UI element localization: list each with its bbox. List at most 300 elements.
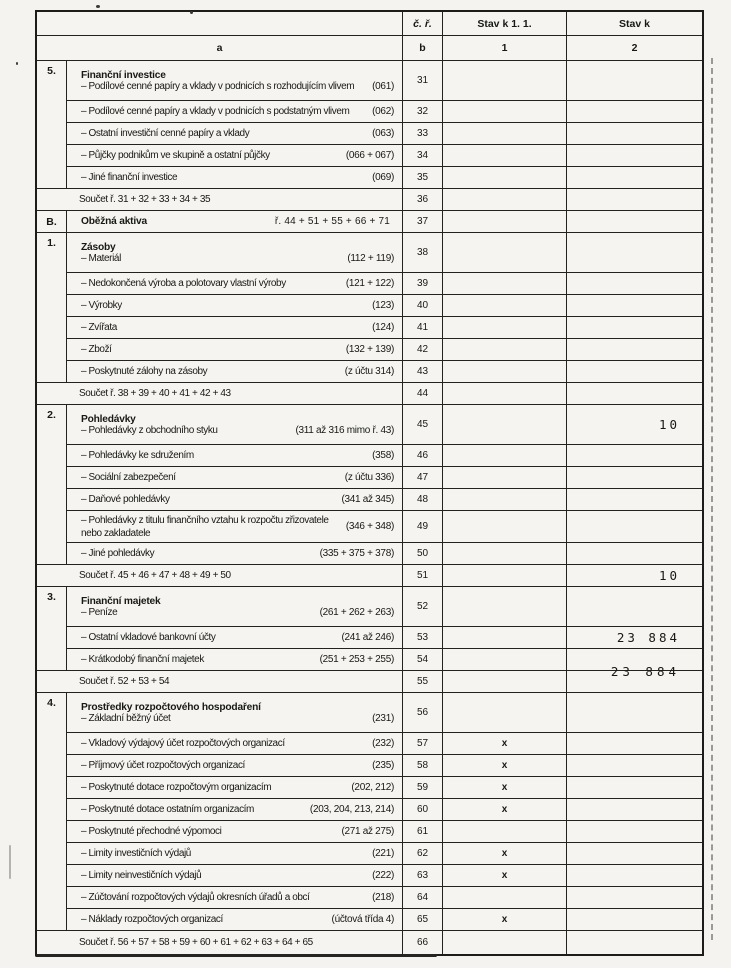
row-label: – Jiné pohledávky — [81, 548, 155, 559]
value-col2: 23 884 — [610, 664, 680, 679]
value-col2: 23 884 — [616, 630, 680, 645]
sum-label-cell — [37, 382, 403, 404]
row-label: – Peníze — [81, 606, 118, 618]
description-cell — [67, 316, 403, 338]
row-number: 48 — [416, 494, 429, 505]
value-col1-cell — [443, 210, 567, 232]
account-code: (358) — [372, 450, 394, 461]
header-col-a-label: a — [37, 35, 403, 60]
group-title: Oběžná aktiva — [81, 216, 147, 227]
header-col2-index: 2 — [567, 35, 702, 60]
item-number-cell — [37, 338, 67, 360]
description-cell — [67, 776, 403, 798]
description-cell — [67, 144, 403, 166]
value-col1-cell — [443, 404, 567, 444]
sum-label: Součet ř. 31 + 32 + 33 + 34 + 35 — [79, 194, 211, 205]
description-cell — [67, 100, 403, 122]
description-cell — [67, 122, 403, 144]
value-col2-cell — [567, 316, 702, 338]
row-number: 60 — [416, 804, 429, 815]
account-code: (202, 212) — [351, 782, 394, 793]
table-row-36 — [37, 188, 702, 210]
value-col2: 10 — [658, 417, 680, 432]
row-number-cell — [403, 886, 443, 908]
scan-edge-dashed-line — [711, 58, 713, 940]
description-line — [81, 472, 394, 483]
item-number-cell — [37, 886, 67, 908]
row-number: 31 — [416, 75, 429, 86]
value-col1-cell — [443, 564, 567, 586]
row-label: – Sociální zabezpečení — [81, 472, 176, 483]
table-body — [37, 60, 702, 954]
value-col1-cell — [443, 188, 567, 210]
account-code: (069) — [372, 172, 394, 183]
value-col2-cell — [567, 360, 702, 382]
value-col2-cell — [567, 466, 702, 488]
row-number-cell — [403, 908, 443, 930]
value-col2-cell — [567, 776, 702, 798]
description-line — [81, 804, 394, 815]
account-code: (z účtu 336) — [344, 472, 394, 483]
table-row-46 — [37, 444, 702, 466]
item-number-cell — [37, 754, 67, 776]
value-col1-cell — [443, 798, 567, 820]
sum-label-cell — [37, 188, 403, 210]
item-number-cell — [37, 444, 67, 466]
item-number-cell — [37, 776, 67, 798]
table-row-52 — [37, 586, 702, 626]
table-row-60 — [37, 798, 702, 820]
description-cell — [67, 466, 403, 488]
row-label: – Pohledávky z titulu finančního vztahu k rozpočtu zřizovatele nebo zakladatele — [81, 514, 329, 539]
description-line — [81, 760, 394, 771]
row-label: – Limity investičních výdajů — [81, 848, 191, 859]
row-label: – Ostatní vkladové bankovní účty — [81, 632, 216, 643]
row-number: 45 — [416, 419, 429, 430]
item-number-cell — [37, 864, 67, 886]
description-cell — [67, 586, 403, 626]
description-cell — [67, 908, 403, 930]
row-number-cell — [403, 864, 443, 886]
account-code: (061) — [372, 80, 394, 92]
description-cell — [67, 272, 403, 294]
value-col1-cell — [443, 144, 567, 166]
scan-speck — [96, 5, 100, 8]
account-code: (235) — [372, 760, 394, 771]
row-number-cell — [403, 820, 443, 842]
table-row-47 — [37, 466, 702, 488]
description-line — [81, 713, 394, 724]
item-number-cell — [37, 732, 67, 754]
x-mark: x — [501, 914, 508, 925]
sum-label: Součet ř. 45 + 46 + 47 + 48 + 49 + 50 — [79, 570, 231, 581]
item-number-cell — [37, 166, 67, 188]
table-row-58 — [37, 754, 702, 776]
row-number: 34 — [416, 150, 429, 161]
table-row-41 — [37, 316, 702, 338]
account-code: (218) — [372, 892, 394, 903]
table-row-63 — [37, 864, 702, 886]
sum-label: Součet ř. 56 + 57 + 58 + 59 + 60 + 61 + 62 + 63 + 64 + 65 — [79, 937, 313, 948]
description-line — [81, 450, 394, 461]
account-code: (271 až 275) — [341, 826, 394, 837]
description-cell — [67, 692, 403, 732]
item-number-cell — [37, 648, 67, 670]
value-col2-cell — [567, 930, 702, 954]
table-row-53 — [37, 626, 702, 648]
row-label: – Půjčky podnikům ve skupině a ostatní půjčky — [81, 150, 270, 161]
description-line — [81, 253, 394, 264]
value-col1-cell — [443, 542, 567, 564]
value-col1-cell — [443, 294, 567, 316]
description-cell — [67, 232, 403, 272]
table-row-62 — [37, 842, 702, 864]
description-cell — [67, 820, 403, 842]
row-number-cell — [403, 316, 443, 338]
description-line — [81, 892, 394, 903]
item-number-cell — [37, 842, 67, 864]
description-cell — [67, 210, 403, 232]
account-code: (335 + 375 + 378) — [319, 548, 394, 559]
row-label: – Podílové cenné papíry a vklady v podnicích s podstatným vlivem — [81, 106, 350, 117]
description-cell — [67, 510, 403, 542]
item-number-cell — [37, 272, 67, 294]
table-row-57 — [37, 732, 702, 754]
value-col2-cell — [567, 60, 702, 100]
account-code: (účtová třída 4) — [331, 914, 394, 925]
table-row-49 — [37, 510, 702, 542]
description-cell — [67, 542, 403, 564]
item-number-cell — [37, 60, 67, 100]
row-number-cell — [403, 542, 443, 564]
header-blank-cell — [37, 12, 403, 35]
description-line — [81, 848, 394, 859]
value-col2-cell — [567, 732, 702, 754]
value-col2-cell — [567, 626, 702, 648]
description-line — [81, 632, 394, 643]
row-number: 36 — [416, 194, 429, 205]
value-col2-cell — [567, 294, 702, 316]
value-col1-cell — [443, 776, 567, 798]
scan-speck — [16, 62, 18, 65]
description-line — [81, 870, 394, 881]
sum-label-cell — [37, 930, 403, 954]
description-cell — [67, 798, 403, 820]
row-number: 53 — [416, 632, 429, 643]
table-row-65 — [37, 908, 702, 930]
table-row-45 — [37, 404, 702, 444]
row-label: – Ostatní investiční cenné papíry a vklady — [81, 128, 250, 139]
value-col2: 10 — [658, 568, 680, 583]
row-label: – Poskytnuté přechodné výpomoci — [81, 826, 222, 837]
value-col2-cell — [567, 272, 702, 294]
item-number-cell — [37, 586, 67, 626]
row-label: – Nedokončená výroba a polotovary vlastní výroby — [81, 278, 286, 289]
value-col1-cell — [443, 338, 567, 360]
description-line — [81, 344, 394, 355]
x-mark: x — [501, 738, 508, 749]
value-col1-cell — [443, 670, 567, 692]
row-label: – Pohledávky ke sdružením — [81, 450, 194, 461]
row-label: – Zboží — [81, 344, 112, 355]
description-line — [81, 826, 394, 837]
description-cell — [67, 626, 403, 648]
row-number-cell — [403, 564, 443, 586]
account-code: (203, 204, 213, 214) — [309, 804, 394, 815]
row-label: – Výrobky — [81, 300, 122, 311]
value-col1-cell — [443, 122, 567, 144]
row-number-cell — [403, 754, 443, 776]
value-col1-cell — [443, 908, 567, 930]
description-cell — [67, 732, 403, 754]
row-label: – Poskytnuté dotace ostatním organizacím — [81, 804, 254, 815]
value-col1-cell — [443, 360, 567, 382]
value-col2-cell — [567, 664, 702, 692]
value-col1-cell — [443, 930, 567, 954]
section-title: Prostředky rozpočtového hospodaření — [81, 701, 261, 713]
header-col1-title: Stav k 1. 1. — [443, 12, 567, 35]
item-number-cell — [37, 542, 67, 564]
item-number-cell — [37, 404, 67, 444]
row-label: – Jiné finanční investice — [81, 172, 178, 183]
row-number-cell — [403, 798, 443, 820]
description-line — [81, 300, 394, 311]
table-header-row-1 — [37, 12, 702, 35]
row-number: 50 — [416, 548, 429, 559]
description-line — [81, 216, 394, 227]
x-mark: x — [501, 782, 508, 793]
row-number-cell — [403, 670, 443, 692]
row-number: 51 — [416, 570, 429, 581]
account-code: (231) — [372, 712, 394, 724]
item-number: 4. — [47, 697, 56, 709]
description-line — [81, 425, 394, 436]
value-col2-cell — [567, 166, 702, 188]
description-line — [81, 322, 394, 333]
value-col2-cell — [567, 864, 702, 886]
value-col2-cell — [567, 820, 702, 842]
row-number: 47 — [416, 472, 429, 483]
value-col2-cell — [567, 542, 702, 564]
description-line — [81, 106, 394, 117]
item-number: 2. — [47, 409, 56, 421]
item-number-cell — [37, 100, 67, 122]
table-row-38 — [37, 232, 702, 272]
value-col1-cell — [443, 316, 567, 338]
row-label: – Limity neinvestičních výdajů — [81, 870, 202, 881]
description-line — [81, 366, 394, 377]
value-col2-cell — [567, 488, 702, 510]
value-col1-cell — [443, 692, 567, 732]
row-number: 58 — [416, 760, 429, 771]
description-cell — [67, 754, 403, 776]
value-col2-cell — [567, 754, 702, 776]
value-col2-cell — [567, 188, 702, 210]
account-code: (112 + 119) — [347, 252, 394, 264]
item-number-cell — [37, 510, 67, 542]
value-col2-cell — [567, 210, 702, 232]
row-number: 66 — [416, 937, 429, 948]
item-number-cell — [37, 488, 67, 510]
sum-label-cell — [37, 564, 403, 586]
value-col1-cell — [443, 232, 567, 272]
row-number-cell — [403, 404, 443, 444]
row-number: 57 — [416, 738, 429, 749]
row-label: – Vkladový výdajový účet rozpočtových organizací — [81, 738, 285, 749]
row-number: 41 — [416, 322, 429, 333]
item-number-cell — [37, 210, 67, 232]
table-row-50 — [37, 542, 702, 564]
row-label: – Náklady rozpočtových organizací — [81, 914, 223, 925]
table-row-33 — [37, 122, 702, 144]
value-col1-cell — [443, 466, 567, 488]
table-row-55 — [37, 664, 702, 692]
row-label: – Poskytnuté zálohy na zásoby — [81, 366, 208, 377]
row-number: 35 — [416, 172, 429, 183]
value-col2-cell — [567, 444, 702, 466]
description-line — [81, 278, 394, 289]
account-code: (311 až 316 mimo ř. 43) — [295, 424, 394, 436]
item-number: 3. — [47, 591, 56, 603]
row-number: 63 — [416, 870, 429, 881]
description-cell — [67, 166, 403, 188]
row-number: 62 — [416, 848, 429, 859]
row-label: – Základní běžný účet — [81, 712, 171, 724]
value-col2-cell — [567, 908, 702, 930]
value-col1-cell — [443, 648, 567, 670]
row-number: 52 — [416, 601, 429, 612]
row-number: 42 — [416, 344, 429, 355]
account-code: (z účtu 314) — [344, 366, 394, 377]
row-label: – Zvířata — [81, 322, 117, 333]
value-col2-cell — [567, 100, 702, 122]
row-label: – Krátkodobý finanční majetek — [81, 654, 204, 665]
item-number-cell — [37, 294, 67, 316]
description-cell — [67, 444, 403, 466]
row-number-cell — [403, 692, 443, 732]
row-number-cell — [403, 100, 443, 122]
sum-label-cell — [37, 670, 403, 692]
row-number-cell — [403, 144, 443, 166]
item-number-cell — [37, 232, 67, 272]
description-cell — [67, 488, 403, 510]
account-code: (221) — [372, 848, 394, 859]
account-code: (066 + 067) — [345, 150, 394, 161]
table-row-54 — [37, 648, 702, 670]
value-col1-cell — [443, 166, 567, 188]
row-label: – Materiál — [81, 252, 121, 264]
row-number-cell — [403, 444, 443, 466]
value-col2-cell — [567, 586, 702, 626]
row-number-cell — [403, 294, 443, 316]
item-number-cell — [37, 466, 67, 488]
row-number-cell — [403, 488, 443, 510]
value-col1-cell — [443, 510, 567, 542]
item-number-cell — [37, 626, 67, 648]
table-row-34 — [37, 144, 702, 166]
description-line — [81, 738, 394, 749]
description-line — [81, 548, 394, 559]
sum-label: Součet ř. 38 + 39 + 40 + 41 + 42 + 43 — [79, 388, 231, 399]
row-label: – Poskytnuté dotace rozpočtovým organizacím — [81, 782, 272, 793]
description-cell — [67, 842, 403, 864]
table-row-56 — [37, 692, 702, 732]
value-col1-cell — [443, 60, 567, 100]
value-col2-cell — [567, 382, 702, 404]
account-code: (063) — [372, 128, 394, 139]
value-col1-cell — [443, 886, 567, 908]
row-number: 43 — [416, 366, 429, 377]
value-col2-cell — [567, 404, 702, 444]
row-number-cell — [403, 510, 443, 542]
item-number-cell — [37, 122, 67, 144]
row-number-cell — [403, 466, 443, 488]
item-number-cell — [37, 692, 67, 732]
row-number-cell — [403, 776, 443, 798]
table-row-42 — [37, 338, 702, 360]
account-code: (232) — [372, 738, 394, 749]
table-row-32 — [37, 100, 702, 122]
account-code: (261 + 262 + 263) — [319, 606, 394, 618]
value-col1-cell — [443, 100, 567, 122]
description-line — [81, 81, 394, 92]
row-number-cell — [403, 338, 443, 360]
description-cell — [67, 360, 403, 382]
item-number: 5. — [47, 65, 56, 77]
row-label: – Zúčtování rozpočtových výdajů okresních úřadů a obcí — [81, 892, 310, 903]
scan-speck — [9, 845, 11, 879]
description-line — [81, 607, 394, 618]
value-col1-cell — [443, 444, 567, 466]
sum-label: Součet ř. 52 + 53 + 54 — [79, 676, 170, 687]
row-label: – Podílové cenné papíry a vklady v podnicích s rozhodujícím vlivem — [81, 80, 355, 92]
table-header-row-2 — [37, 35, 702, 60]
row-number: 38 — [416, 247, 429, 258]
row-number-cell — [403, 166, 443, 188]
table-row-43 — [37, 360, 702, 382]
account-code: (346 + 348) — [345, 521, 394, 532]
table-row-51 — [37, 564, 702, 586]
table-row-66 — [37, 930, 702, 954]
value-col1-cell — [443, 626, 567, 648]
table-row-35 — [37, 166, 702, 188]
row-number: 59 — [416, 782, 429, 793]
row-number-cell — [403, 210, 443, 232]
row-number-cell — [403, 626, 443, 648]
header-rownum-label: č. ř. — [403, 12, 443, 35]
row-number: 33 — [416, 128, 429, 139]
row-number-cell — [403, 188, 443, 210]
balance-sheet-table — [35, 10, 704, 956]
table-row-37 — [37, 210, 702, 232]
value-col1-cell — [443, 488, 567, 510]
description-line — [81, 914, 394, 925]
row-number-cell — [403, 732, 443, 754]
row-number-cell — [403, 122, 443, 144]
value-col2-cell — [567, 232, 702, 272]
item-number-cell — [37, 316, 67, 338]
row-number: 44 — [416, 388, 429, 399]
row-label: – Příjmový účet rozpočtových organizací — [81, 760, 245, 771]
description-line — [81, 514, 394, 540]
description-line — [81, 128, 394, 139]
table-row-44 — [37, 382, 702, 404]
value-col1-cell — [443, 842, 567, 864]
account-code: (241 až 246) — [341, 632, 394, 643]
row-number: 64 — [416, 892, 429, 903]
value-col1-cell — [443, 864, 567, 886]
x-mark: x — [501, 760, 508, 771]
